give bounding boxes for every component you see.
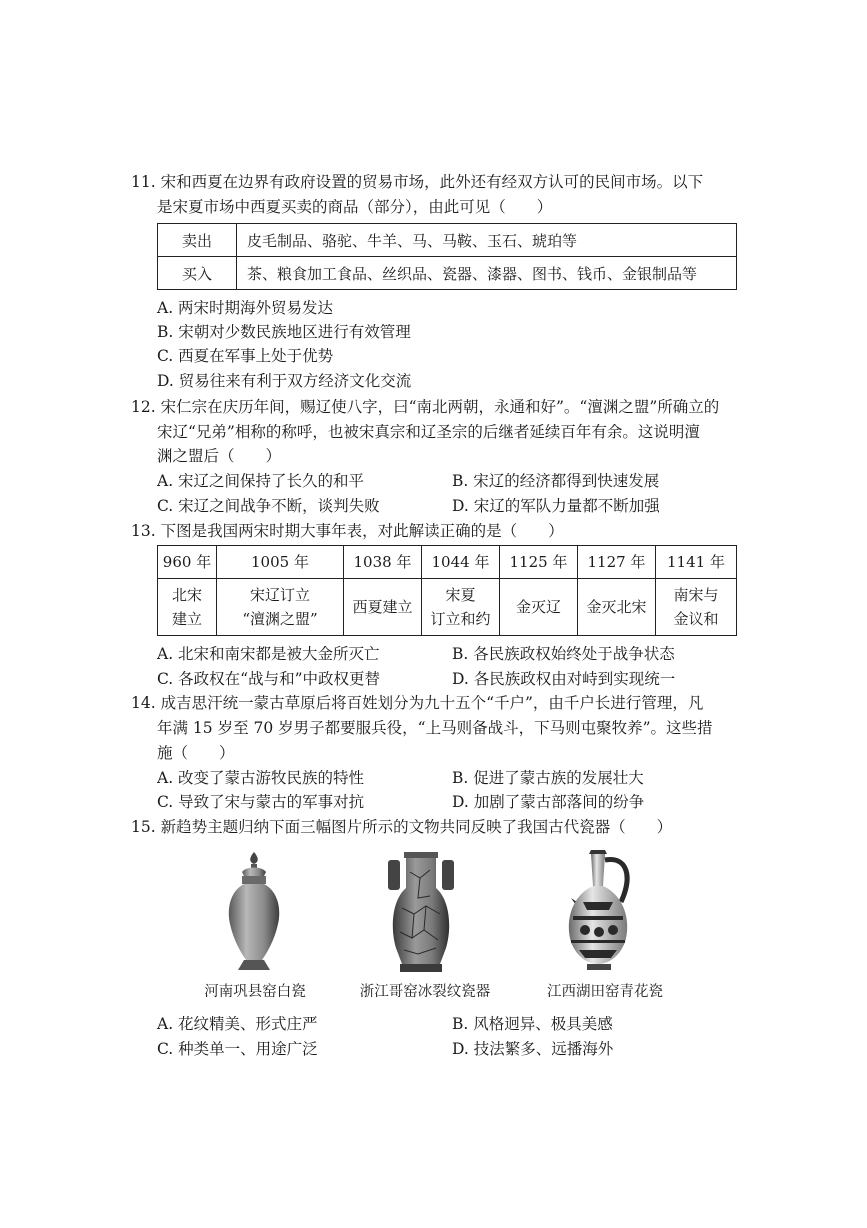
q11-option-d: D. 贸易往来有利于双方经济文化交流 — [157, 372, 412, 390]
table-cell-value: 茶、粮食加工食品、丝织品、瓷器、漆器、图书、钱币、金银制品等 — [237, 257, 737, 290]
q14-option-a: A. 改变了蒙古游牧民族的特性 — [157, 769, 365, 787]
event-text: 金灭北宋 — [586, 598, 647, 616]
event-text: 宋辽订立 — [249, 586, 310, 604]
q12-stem-line-2: 宋辽“兄弟”相称的称呼，也被宋真宗和辽圣宗的后继者延续百年有余。这说明澶 — [157, 423, 700, 441]
event-cell — [344, 579, 422, 636]
event-cell — [422, 579, 500, 636]
q11-trade-table — [157, 223, 737, 290]
q15-option-a: A. 花纹精美、形式庄严 — [157, 1015, 318, 1033]
table-cell-label: 卖出 — [158, 224, 237, 257]
table-row-years — [158, 546, 737, 579]
caption-white-porcelain: 河南巩县窑白瓷 — [204, 984, 306, 1000]
q11-option-a: A. 两宋时期海外贸易发达 — [157, 299, 334, 317]
table-cell-value: 皮毛制品、骆驼、牛羊、马、马鞍、玉石、琥珀等 — [237, 224, 737, 257]
caption-blue-white: 江西湖田窑青花瓷 — [547, 984, 663, 1000]
q12-option-c: C. 宋辽之间战争不断，谈判失败 — [157, 497, 380, 515]
table-row — [158, 224, 737, 257]
q11-stem-line-1: 11. 宋和西夏在边界有政府设置的贸易市场，此外还有经双方认可的民间市场。以下 — [131, 173, 704, 191]
q13-option-c: C. 各政权在“战与和”中政权更替 — [157, 670, 381, 688]
event-text: 金议和 — [673, 610, 719, 628]
q14-option-d: D. 加剧了蒙古部落间的纷争 — [452, 793, 645, 811]
event-text: “澶渊之盟” — [242, 610, 318, 628]
q13-option-d: D. 各民族政权由对峙到实现统一 — [452, 670, 676, 688]
event-text: 宋夏 — [445, 586, 476, 604]
event-cell — [578, 579, 656, 636]
q13-option-a: A. 北宋和南宋都是被大金所灭亡 — [157, 645, 380, 663]
year-cell: 1005 年 — [217, 546, 344, 579]
q11-option-b: B. 宋朝对少数民族地区进行有效管理 — [157, 323, 411, 341]
event-text: 南宋与 — [673, 586, 719, 604]
year-cell: 1044 年 — [422, 546, 500, 579]
year-cell: 1141 年 — [656, 546, 737, 579]
q11-option-c: C. 西夏在军事上处于优势 — [157, 347, 334, 365]
table-row — [158, 257, 737, 290]
event-cell — [500, 579, 578, 636]
q15-option-b: B. 风格迥异、极具美感 — [452, 1015, 613, 1033]
q12-option-d: D. 宋辽的军队力量都不断加强 — [452, 497, 660, 515]
blue-white-ewer-image — [561, 846, 647, 976]
event-text: 西夏建立 — [352, 598, 413, 616]
event-cell — [656, 579, 737, 636]
q14-stem-line-1: 14. 成吉思汗统一蒙古草原后将百姓划分为九十五个“千户”，由千户长进行管理，凡 — [131, 694, 704, 712]
q14-option-b: B. 促进了蒙古族的发展壮大 — [452, 769, 644, 787]
year-cell: 1038 年 — [344, 546, 422, 579]
event-text: 北宋 — [171, 586, 202, 604]
q15-option-c: C. 种类单一、用途广泛 — [157, 1040, 318, 1058]
q15-stem: 15. 新趋势主题归纳下面三幅图片所示的文物共同反映了我国古代瓷器（ ） — [131, 818, 673, 836]
year-cell: 960 年 — [158, 546, 217, 579]
table-row-events — [158, 579, 737, 636]
q12-option-b: B. 宋辽的经济都得到快速发展 — [452, 472, 660, 490]
table-cell-label: 买入 — [158, 257, 237, 290]
event-cell — [158, 579, 217, 636]
year-cell: 1125 年 — [500, 546, 578, 579]
event-text: 订立和约 — [430, 610, 491, 628]
q14-stem-line-3: 施（ ） — [157, 744, 235, 762]
q12-stem-line-3: 渊之盟后（ ） — [157, 447, 282, 465]
q13-stem: 13. 下图是我国两宋时期大事年表，对此解读正确的是（ ） — [131, 522, 564, 540]
q14-stem-line-2: 年满 15 岁至 70 岁男子都要服兵役，“上马则备战斗，下马则屯聚牧养”。这些措 — [157, 719, 713, 737]
white-porcelain-vase-image — [218, 850, 290, 975]
q11-stem-line-2: 是宋夏市场中西夏买卖的商品（部分），由此可见（ ） — [157, 198, 553, 216]
caption-crackle-glaze: 浙江哥窑冰裂纹瓷器 — [359, 984, 491, 1000]
q14-option-c: C. 导致了宋与蒙古的军事对抗 — [157, 793, 365, 811]
q13-option-b: B. 各民族政权始终处于战争状态 — [452, 645, 675, 663]
event-text: 建立 — [171, 610, 202, 628]
q13-timeline-table — [157, 545, 737, 636]
q15-option-d: D. 技法繁多、远播海外 — [452, 1040, 614, 1058]
year-cell: 1127 年 — [578, 546, 656, 579]
event-cell — [217, 579, 344, 636]
q12-option-a: A. 宋辽之间保持了长久的和平 — [157, 472, 365, 490]
crackle-glaze-vase-image — [380, 848, 462, 975]
q12-stem-line-1: 12. 宋仁宗在庆历年间，赐辽使八字，曰“南北两朝，永通和好”。“澶渊之盟”所确立的 — [131, 398, 720, 416]
event-text: 金灭辽 — [515, 598, 561, 616]
